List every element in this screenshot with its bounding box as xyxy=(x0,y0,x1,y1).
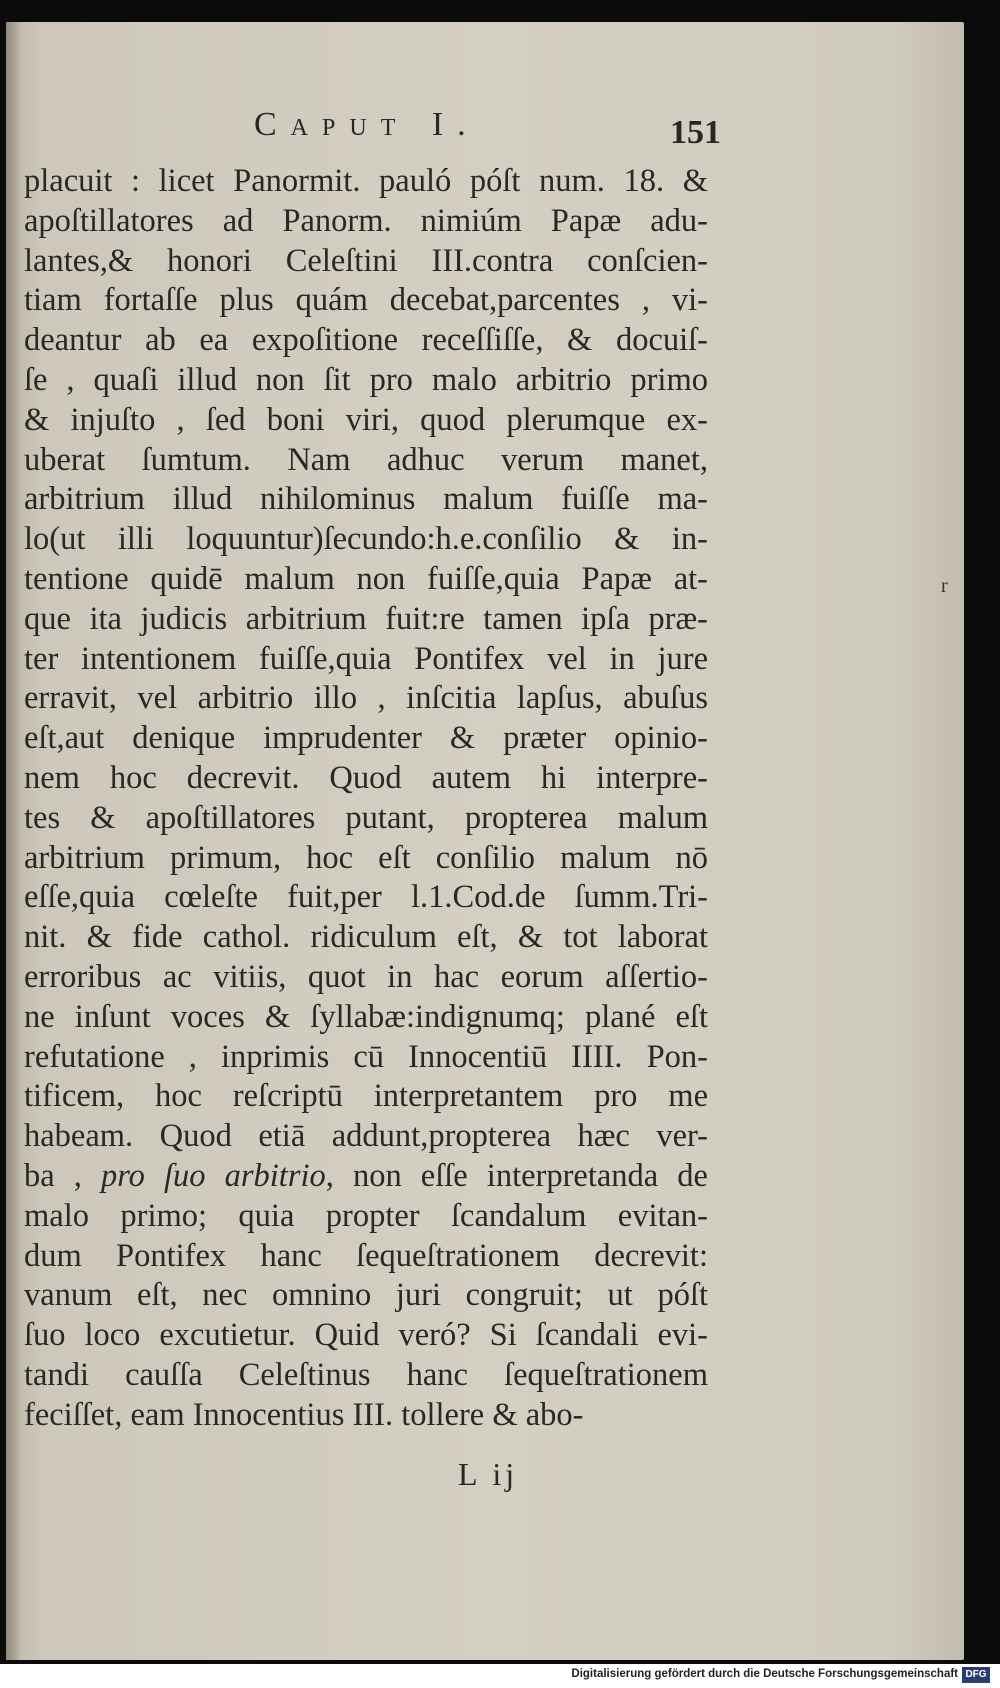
text-line: uberat ſumtum. Nam adhuc verum manet, xyxy=(24,441,708,478)
page-number: 151 xyxy=(670,114,721,151)
margin-mark: r xyxy=(941,575,948,597)
text-line: ter intentionem fuiſſe,quia Pontifex vel in jure xyxy=(24,640,708,677)
text-line-italic-phrase: ba , pro ſuo arbitrio, non eſſe interpretanda de xyxy=(24,1157,708,1194)
text-line: que ita judicis arbitrium fuit:re tamen ipſa præ- xyxy=(24,600,708,637)
text-line: habeam. Quod etiā addunt,propterea hæc ver- xyxy=(24,1118,708,1155)
text-line: apoſtillatores ad Panorm. nimiúm Papæ adu- xyxy=(24,202,708,239)
text-line: tificem, hoc reſcriptū interpretantem pro me xyxy=(24,1078,708,1115)
text-line: feciſſet, eam Innocentius III. tollere & abo- xyxy=(24,1396,584,1433)
text-line: erroribus ac vitiis, quot in hac eorum aſſertio- xyxy=(24,958,708,995)
text-line: nem hoc decrevit. Quod autem hi interpre- xyxy=(24,759,708,796)
text-line: vanum eſt, nec omnino juri congruit; ut póſt xyxy=(24,1277,708,1314)
text-line: arbitrium primum, hoc eſt conſilio malum nō xyxy=(24,839,708,876)
text-line: deantur ab ea expoſitione receſſiſſe, & docuiſ- xyxy=(24,322,708,359)
text-line: tandi cauſſa Celeſtinus hanc ſequeſtrationem xyxy=(24,1356,708,1393)
text-line: ſe , quaſi illud non ſit pro malo arbitrio primo xyxy=(24,361,708,398)
text-line: ſuo loco excutietur. Quid veró? Si ſcandali evi- xyxy=(24,1317,708,1354)
text-line: placuit : licet Panormit. pauló póſt num. 18. & xyxy=(24,163,708,199)
text-line: dum Pontifex hanc ſequeſtrationem decrevit: xyxy=(24,1237,708,1274)
text-line: tiam fortaſſe plus quám decebat,parcentes , vi- xyxy=(24,282,708,319)
text-line: eſſe,quia cœleſte fuit,per l.1.Cod.de ſumm.Tri- xyxy=(24,879,708,916)
text-line: tentione quidē malum non fuiſſe,quia Papæ at- xyxy=(24,560,708,597)
text-line: & injuſto , ſed boni viri, quod plerumque ex- xyxy=(24,401,708,438)
running-head: Caput I. xyxy=(254,106,480,143)
dfg-logo-icon: DFG xyxy=(962,1667,990,1683)
text-line: erravit, vel arbitrio illo , inſcitia lapſus, abuſus xyxy=(24,680,708,717)
text-line: refutatione , inprimis cū Innocentiū IIII. Pon- xyxy=(24,1038,708,1075)
footer-bar xyxy=(0,1664,1000,1688)
body-text xyxy=(24,162,708,1436)
text-line: malo primo; quia propter ſcandalum evitan- xyxy=(24,1197,708,1234)
text-line: nit. & fide cathol. ridiculum eſt, & tot laborat xyxy=(24,919,708,956)
signature-mark: L ij xyxy=(458,1456,519,1492)
text-line: tes & apoſtillatores putant, propterea malum xyxy=(24,799,708,836)
text-line: arbitrium illud nihilominus malum fuiſſe ma- xyxy=(24,481,708,518)
text-line: lantes,& honori Celeſtini III.contra conſcien- xyxy=(24,242,708,279)
text-line: lo(ut illi loquuntur)ſecundo:h.e.conſilio & in- xyxy=(24,521,708,558)
binding-edge xyxy=(6,22,20,1660)
footer-credit: Digitalisierung gefördert durch die Deutsche Forschungsgemeinschaft xyxy=(571,1668,958,1680)
text-line: ne inſunt voces & ſyllabæ:indignumq; plané eſt xyxy=(24,998,708,1035)
book-page xyxy=(6,22,964,1660)
text-line: eſt,aut denique imprudenter & præter opinio- xyxy=(24,720,708,757)
